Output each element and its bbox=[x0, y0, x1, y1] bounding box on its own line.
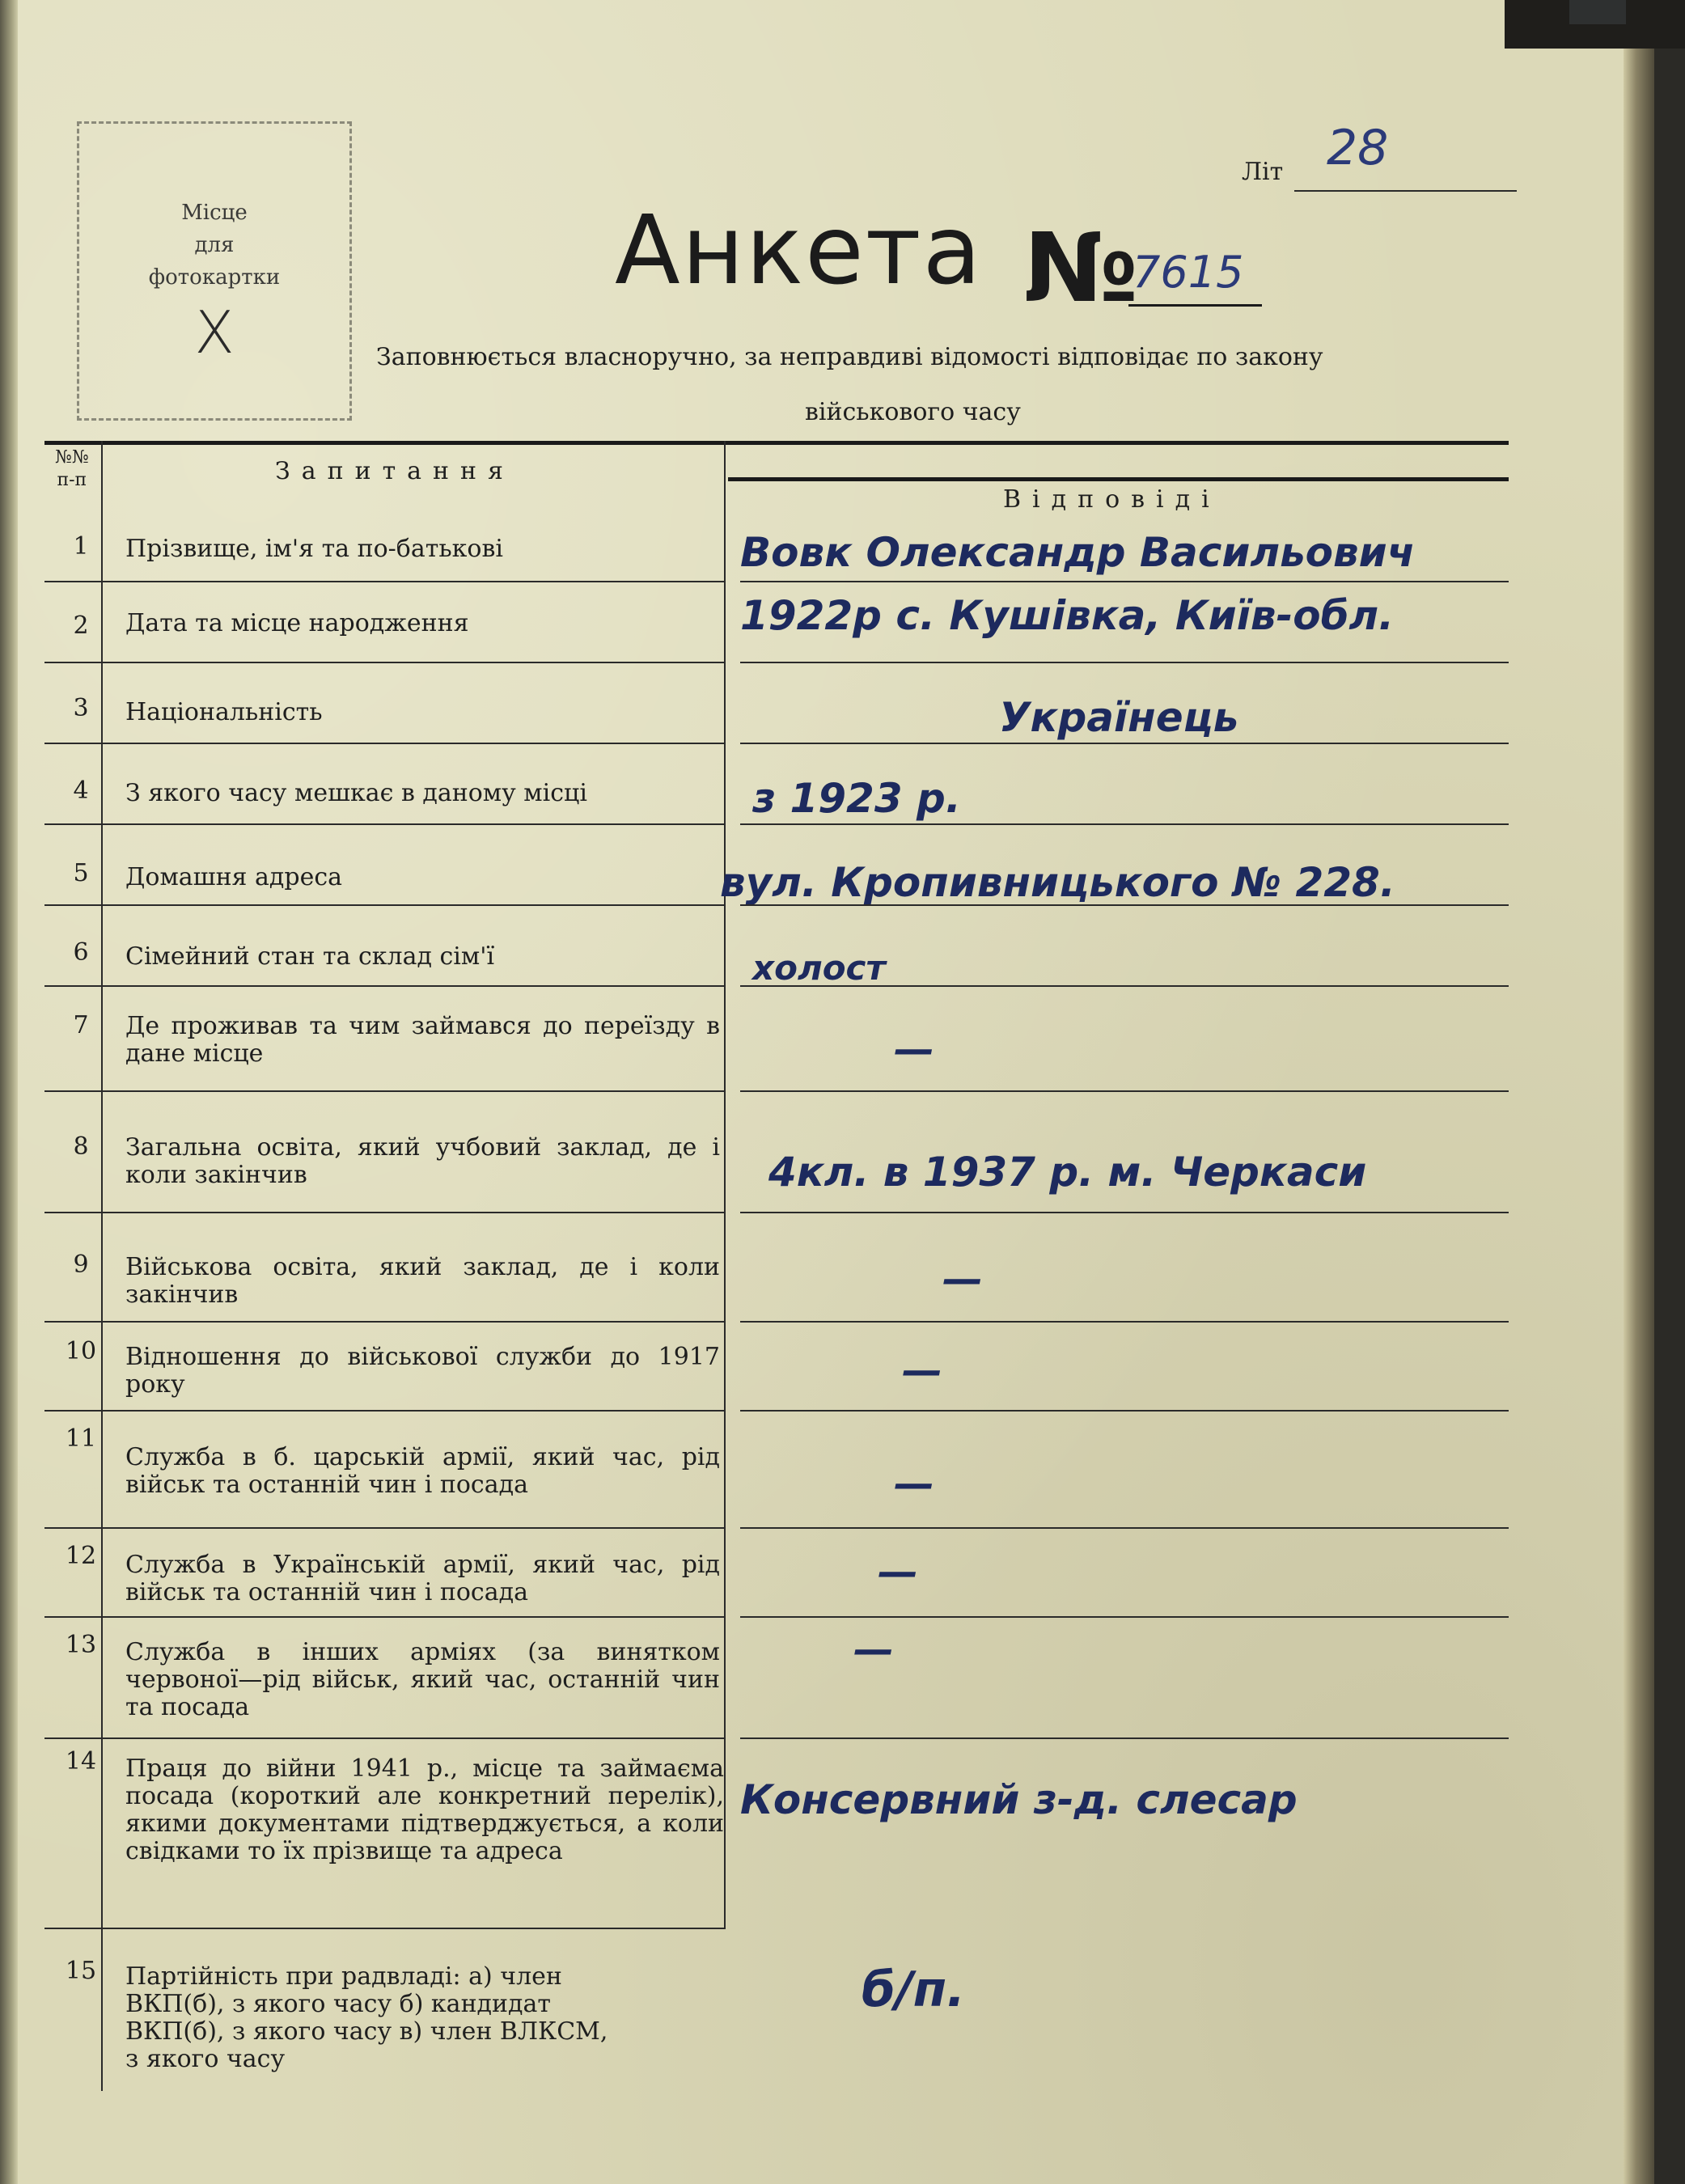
photo-placeholder bbox=[77, 121, 352, 421]
row-number: 8 bbox=[73, 1132, 89, 1161]
row-question: Домашня адреса bbox=[125, 863, 343, 891]
row-answer: Консервний з-д. слесар bbox=[740, 1776, 1298, 1823]
page-stack-edge bbox=[1624, 0, 1654, 2184]
row-answer: з 1923 р. bbox=[752, 775, 961, 822]
table-row bbox=[44, 1412, 1509, 1529]
photo-label-line2: для bbox=[194, 233, 235, 257]
row-number: 13 bbox=[65, 1631, 97, 1659]
table-row bbox=[44, 1213, 1509, 1323]
table-row bbox=[44, 1739, 1509, 1929]
row-question: Прізвище, ім'я та по-батькові bbox=[125, 535, 503, 563]
photo-label-line1: Місце bbox=[181, 201, 248, 225]
instruction-line-2: військового часу bbox=[805, 398, 1021, 426]
table-row bbox=[44, 906, 1509, 987]
row-question: З якого часу мешкає в даному місці bbox=[125, 779, 587, 807]
lit-underline bbox=[1294, 190, 1517, 192]
row-question: Військова освіта, який заклад, де і коли закінчив bbox=[125, 1253, 720, 1309]
instruction-line-1: Заповнюється власноручно, за неправдиві відомості відповідає по закону bbox=[376, 343, 1323, 371]
photo-mark: X bbox=[194, 298, 235, 366]
binding-edge bbox=[0, 0, 18, 2184]
row-number: 6 bbox=[73, 938, 89, 967]
row-answer: — bbox=[894, 1026, 934, 1073]
column-header-number bbox=[55, 447, 89, 492]
table-row bbox=[44, 1929, 1509, 2099]
row-answer: 4кл. в 1937 р. м. Черкаси bbox=[768, 1149, 1367, 1196]
row-answer: холост bbox=[752, 948, 886, 988]
table-row bbox=[44, 518, 1509, 582]
row-number: 14 bbox=[65, 1747, 97, 1776]
table-row bbox=[44, 987, 1509, 1092]
row-number: 15 bbox=[65, 1957, 97, 1985]
table-row bbox=[44, 582, 1509, 663]
row-answer: — bbox=[878, 1548, 918, 1595]
table-row bbox=[44, 1323, 1509, 1412]
row-question: Служба в б. царській армії, який час, рід військ та останній чин і посада bbox=[125, 1443, 720, 1499]
row-number: 3 bbox=[73, 694, 89, 722]
lit-value: 28 bbox=[1327, 120, 1389, 176]
row-number: 10 bbox=[65, 1337, 97, 1365]
column-header-number-line2: п-п bbox=[57, 470, 87, 490]
row-answer: — bbox=[942, 1255, 983, 1302]
number-sign: № bbox=[1023, 212, 1138, 324]
row-number: 7 bbox=[73, 1011, 89, 1039]
table-top-rule bbox=[44, 441, 1509, 445]
row-question: Відношення до військової служби до 1917 року bbox=[125, 1343, 720, 1399]
table-row bbox=[44, 744, 1509, 825]
row-question: Загальна освіта, який учбовий заклад, де і коли закінчив bbox=[125, 1133, 720, 1189]
row-number: 2 bbox=[73, 612, 89, 640]
row-question: Служба в інших арміях (за винятком червоної—рід військ, який час, останній чин та посада bbox=[125, 1638, 720, 1721]
row-number: 5 bbox=[73, 859, 89, 887]
photo-label-line3: фотокартки bbox=[148, 265, 281, 290]
binder-clip bbox=[1569, 0, 1626, 24]
table-row bbox=[44, 825, 1509, 906]
row-answer: Українець bbox=[999, 694, 1239, 741]
form-number: 7615 bbox=[1133, 247, 1244, 298]
column-header-answer: Відповіді bbox=[1003, 485, 1221, 514]
row-question: Дата та місце народження bbox=[125, 609, 469, 637]
row-answer: Вовк Олександр Васильович bbox=[740, 529, 1416, 576]
row-number: 12 bbox=[65, 1542, 97, 1570]
row-answer: — bbox=[902, 1347, 942, 1394]
row-question: Партійність при радвладі: а) член ВКП(б), з якого часу б) кандидат ВКП(б), з якого часу в) член ВЛКСМ, з якого часу bbox=[125, 1962, 608, 2073]
column-header-number-line1: №№ bbox=[55, 447, 89, 468]
row-answer: б/п. bbox=[862, 1962, 966, 2018]
row-answer: вул. Кропивницького № 228. bbox=[720, 859, 1395, 906]
row-question: Сімейний стан та склад сім'ї bbox=[125, 942, 495, 971]
table-row bbox=[44, 663, 1509, 744]
table-row bbox=[44, 1092, 1509, 1213]
form-title: Анкета bbox=[615, 194, 983, 306]
column-header-question: Запитання bbox=[275, 457, 514, 485]
number-underline bbox=[1128, 304, 1262, 307]
row-number: 1 bbox=[73, 532, 89, 561]
row-question: Праця до війни 1941 р., місце та займаєма посада (короткий але конкретний перелік), якими документами підтверджується, а коли свідками то їх прізвище та адреса bbox=[125, 1754, 724, 1865]
table-row bbox=[44, 1618, 1509, 1739]
answer-header-rule bbox=[728, 477, 1509, 481]
row-number: 9 bbox=[73, 1251, 89, 1279]
lit-label: Літ bbox=[1242, 158, 1284, 186]
table-row bbox=[44, 1529, 1509, 1618]
row-answer: — bbox=[853, 1626, 894, 1673]
row-number: 4 bbox=[73, 777, 89, 805]
row-question: Служба в Українській армії, який час, рід військ та останній чин і посада bbox=[125, 1551, 720, 1606]
row-question: Національність bbox=[125, 698, 323, 726]
row-number: 11 bbox=[65, 1424, 97, 1453]
row-answer: — bbox=[894, 1460, 934, 1507]
row-answer: 1922р с. Кушівка, Київ-обл. bbox=[740, 592, 1395, 639]
row-question: Де проживав та чим займався до переїзду в дане місце bbox=[125, 1012, 720, 1068]
